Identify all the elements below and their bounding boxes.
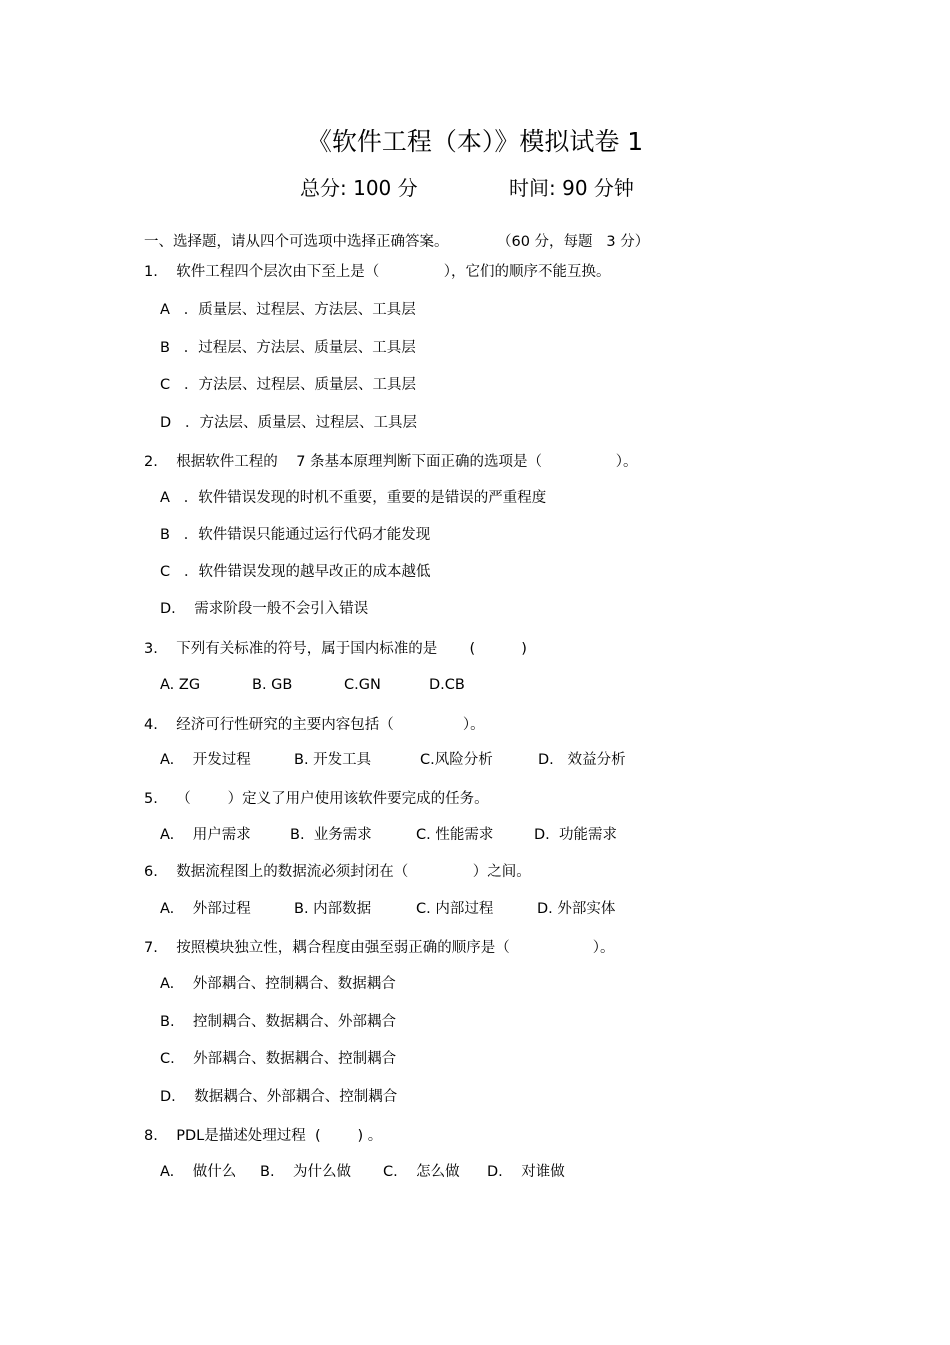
q7-option-d: D. 数据耦合、外部耦合、控制耦合 (160, 1089, 398, 1105)
q2-option-a: A ．软件错误发现的时机不重要，重要的是错误的严重程度 (160, 490, 547, 506)
question-8: 8. PDL是描述处理过程 ( ) 。 (144, 1128, 383, 1144)
q1-option-d: D ．方法层、质量层、过程层、工具层 (160, 415, 417, 431)
q3-option-c: C.GN (344, 677, 381, 693)
q8-option-c: C. 怎么做 (383, 1164, 460, 1180)
question-7: 7. 按照模块独立性，耦合程度由强至弱正确的顺序是（ ）。 (144, 940, 615, 956)
question-1: 1. 软件工程四个层次由下至上是（ ），它们的顺序不能互换。 (144, 264, 611, 280)
q3-option-b: B. GB (252, 677, 293, 693)
page-title: 《软件工程（本）》模拟试卷 1 (306, 127, 644, 156)
q1-option-a: A ．质量层、过程层、方法层、工具层 (160, 302, 416, 318)
q6-option-c: C. 内部过程 (416, 901, 494, 917)
q5-option-b: B. 业务需求 (290, 827, 372, 843)
question-6: 6. 数据流程图上的数据流必须封闭在（ ）之间。 (144, 864, 531, 880)
q4-option-b: B. 开发工具 (294, 752, 372, 768)
q8-option-d: D. 对谁做 (487, 1164, 565, 1180)
q7-option-a: A. 外部耦合、控制耦合、数据耦合 (160, 976, 396, 992)
q7-option-c: C. 外部耦合、数据耦合、控制耦合 (160, 1051, 397, 1067)
q2-option-d: D. 需求阶段一般不会引入错误 (160, 601, 369, 617)
section-score-note: （60 分，每题 3 分） (497, 234, 650, 250)
exam-time: 时间: 90 分钟 (509, 176, 634, 200)
q6-option-b: B. 内部数据 (294, 901, 372, 917)
q5-option-c: C. 性能需求 (416, 827, 494, 843)
q6-option-d: D. 外部实体 (537, 901, 616, 917)
q5-option-a: A. 用户需求 (160, 827, 251, 843)
q2-option-c: C ．软件错误发现的越早改正的成本越低 (160, 564, 431, 580)
question-5: 5. （ ）定义了用户使用该软件要完成的任务。 (144, 791, 489, 807)
question-4: 4. 经济可行性研究的主要内容包括（ ）。 (144, 717, 485, 733)
q5-option-d: D. 功能需求 (534, 827, 617, 843)
q2-option-b: B ．软件错误只能通过运行代码才能发现 (160, 527, 431, 543)
q6-option-a: A. 外部过程 (160, 901, 251, 917)
q1-option-c: C ．方法层、过程层、质量层、工具层 (160, 377, 416, 393)
total-score: 总分: 100 分 (300, 176, 418, 200)
q4-option-d: D. 效益分析 (538, 752, 626, 768)
q8-option-b: B. 为什么做 (260, 1164, 351, 1180)
q1-option-b: B ．过程层、方法层、质量层、工具层 (160, 340, 416, 356)
q8-option-a: A. 做什么 (160, 1164, 237, 1180)
q3-option-d: D.CB (429, 677, 465, 693)
question-2: 2. 根据软件工程的 7 条基本原理判断下面正确的选项是（ ）。 (144, 454, 638, 470)
q7-option-b: B. 控制耦合、数据耦合、外部耦合 (160, 1014, 396, 1030)
question-3: 3. 下列有关标准的符号，属于国内标准的是 ( ) (144, 641, 527, 657)
q3-option-a: A. ZG (160, 677, 201, 693)
q4-option-c: C.风险分析 (420, 752, 493, 768)
section-heading: 一、选择题，请从四个可选项中选择正确答案。 (144, 234, 449, 250)
q4-option-a: A. 开发过程 (160, 752, 251, 768)
